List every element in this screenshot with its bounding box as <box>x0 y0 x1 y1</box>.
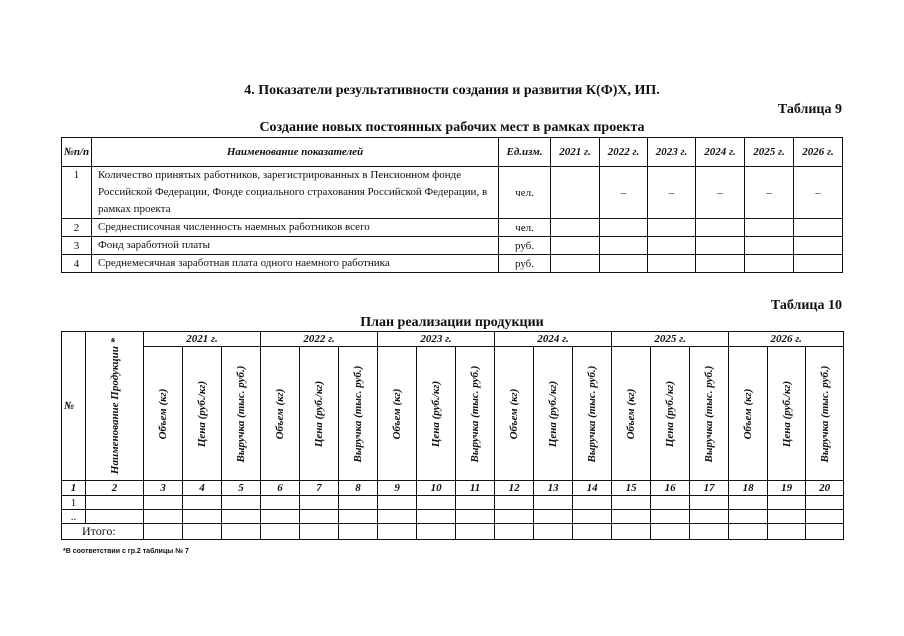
price-header: Цена (руб./кг) <box>534 347 573 481</box>
table9-row <box>62 219 843 237</box>
data-cell <box>651 510 690 524</box>
data-cell <box>417 496 456 510</box>
data-cell <box>612 496 651 510</box>
indicator-name: Среднемесячная заработная плата одного наемного работника <box>92 255 499 273</box>
year-header: 2026 г. <box>729 332 844 347</box>
table9-header: №п/п <box>62 138 92 167</box>
data-cell <box>495 524 534 540</box>
data-cell <box>612 524 651 540</box>
column-number: 17 <box>690 481 729 496</box>
column-number: 9 <box>378 481 417 496</box>
revenue-header: Выручка (тыс. руб.) <box>456 347 495 481</box>
column-number: 3 <box>144 481 183 496</box>
data-cell <box>806 496 844 510</box>
data-cell <box>651 524 690 540</box>
column-number: 2 <box>86 481 144 496</box>
table10-colnum-row <box>62 481 844 496</box>
value-cell <box>745 237 794 255</box>
data-cell <box>729 510 768 524</box>
data-cell <box>806 510 844 524</box>
value-cell <box>794 255 843 273</box>
data-cell <box>378 496 417 510</box>
data-cell <box>222 524 261 540</box>
data-cell <box>456 496 495 510</box>
column-number: 7 <box>300 481 339 496</box>
table10-caption: План реализации продукции <box>360 315 544 330</box>
table10-subheader-row <box>62 347 844 481</box>
data-cell <box>729 524 768 540</box>
year-header: 2022 г. <box>261 332 378 347</box>
data-cell <box>690 496 729 510</box>
value-cell <box>551 255 600 273</box>
revenue-header: Выручка (тыс. руб.) <box>690 347 729 481</box>
year-header: 2023 г. <box>378 332 495 347</box>
price-header: Цена (руб./кг) <box>651 347 690 481</box>
data-cell <box>417 524 456 540</box>
price-header: Цена (руб./кг) <box>300 347 339 481</box>
column-number: 5 <box>222 481 261 496</box>
volume-header: Объем (кг) <box>612 347 651 481</box>
data-cell <box>768 510 806 524</box>
data-cell <box>144 524 183 540</box>
table9-caption: Создание новых постоянных рабочих мест в рамках проекта <box>259 120 645 135</box>
value-cell <box>696 237 745 255</box>
value-cell: – <box>794 167 843 219</box>
row-number: 4 <box>62 255 92 273</box>
price-header: Цена (руб./кг) <box>768 347 806 481</box>
data-cell <box>339 524 378 540</box>
table9-row <box>62 167 843 219</box>
value-cell <box>600 237 648 255</box>
product-name <box>86 510 144 524</box>
data-cell <box>261 510 300 524</box>
data-cell <box>690 524 729 540</box>
value-cell <box>794 219 843 237</box>
year-header: 2024 г. <box>495 332 612 347</box>
data-cell <box>768 524 806 540</box>
section-title: 4. Показатели результативности создания и развития К(Ф)Х, ИП. <box>244 83 660 98</box>
revenue-header: Выручка (тыс. руб.) <box>339 347 378 481</box>
indicator-name: Среднесписочная численность наемных работников всего <box>92 219 499 237</box>
table9-header: 2024 г. <box>696 138 745 167</box>
column-number: 4 <box>183 481 222 496</box>
product-name <box>86 496 144 510</box>
data-cell <box>573 496 612 510</box>
table9-header-row <box>62 138 843 167</box>
data-cell <box>417 510 456 524</box>
data-cell <box>261 496 300 510</box>
value-cell: – <box>648 167 696 219</box>
value-cell <box>648 237 696 255</box>
table9-row <box>62 237 843 255</box>
column-number: 12 <box>495 481 534 496</box>
row-number: .. <box>62 510 86 524</box>
data-cell <box>300 524 339 540</box>
revenue-header: Выручка (тыс. руб.) <box>222 347 261 481</box>
value-cell <box>696 219 745 237</box>
table9-label: Таблица 9 <box>777 102 842 117</box>
value-cell: – <box>696 167 745 219</box>
column-number: 6 <box>261 481 300 496</box>
value-cell <box>745 255 794 273</box>
product-name-header: Наименование Продукции * <box>86 332 144 481</box>
data-cell <box>495 496 534 510</box>
value-cell: – <box>745 167 794 219</box>
value-cell: – <box>600 167 648 219</box>
unit: чел. <box>499 219 551 237</box>
data-cell <box>573 510 612 524</box>
table9-header: 2022 г. <box>600 138 648 167</box>
table10-label: Таблица 10 <box>770 298 842 313</box>
value-cell <box>551 167 600 219</box>
table9 <box>61 137 843 273</box>
indicator-name: Фонд заработной платы <box>92 237 499 255</box>
volume-header: Объем (кг) <box>144 347 183 481</box>
volume-header: Объем (кг) <box>729 347 768 481</box>
data-cell <box>534 510 573 524</box>
data-cell <box>183 510 222 524</box>
data-cell <box>456 510 495 524</box>
total-label: Итого: <box>62 524 144 540</box>
table10-total-row <box>62 524 844 540</box>
revenue-header: Выручка (тыс. руб.) <box>573 347 612 481</box>
revenue-header: Выручка (тыс. руб.) <box>806 347 844 481</box>
data-cell <box>339 510 378 524</box>
data-cell <box>806 524 844 540</box>
table9-header: 2021 г. <box>551 138 600 167</box>
data-cell <box>222 510 261 524</box>
table9-header: 2026 г. <box>794 138 843 167</box>
data-cell <box>183 524 222 540</box>
number-header: № <box>62 332 86 481</box>
data-cell <box>573 524 612 540</box>
data-cell <box>261 524 300 540</box>
column-number: 8 <box>339 481 378 496</box>
year-header: 2021 г. <box>144 332 261 347</box>
value-cell <box>696 255 745 273</box>
table9-row <box>62 255 843 273</box>
row-number: 2 <box>62 219 92 237</box>
value-cell <box>551 237 600 255</box>
table10-year-row <box>62 332 844 347</box>
value-cell <box>648 219 696 237</box>
column-number: 1 <box>62 481 86 496</box>
value-cell <box>794 237 843 255</box>
table10 <box>61 331 844 540</box>
footnote: *В соответствии с гр.2 таблицы № 7 <box>63 548 189 555</box>
row-number: 3 <box>62 237 92 255</box>
data-cell <box>534 524 573 540</box>
data-cell <box>612 510 651 524</box>
data-cell <box>300 496 339 510</box>
column-number: 16 <box>651 481 690 496</box>
column-number: 14 <box>573 481 612 496</box>
value-cell <box>551 219 600 237</box>
row-number: 1 <box>62 496 86 510</box>
data-cell <box>300 510 339 524</box>
data-cell <box>339 496 378 510</box>
data-cell <box>378 510 417 524</box>
value-cell <box>648 255 696 273</box>
data-cell <box>651 496 690 510</box>
year-header: 2025 г. <box>612 332 729 347</box>
row-number: 1 <box>62 167 92 219</box>
data-cell <box>534 496 573 510</box>
column-number: 20 <box>806 481 844 496</box>
table10-row <box>62 496 844 510</box>
column-number: 13 <box>534 481 573 496</box>
data-cell <box>495 510 534 524</box>
indicator-name: Количество принятых работников, зарегистрированных в Пенсионном фонде Российской Федерации, Фонде социального страхования Российской Федерации, в рамках проекта <box>92 167 499 219</box>
unit: руб. <box>499 255 551 273</box>
column-number: 10 <box>417 481 456 496</box>
table9-header: 2025 г. <box>745 138 794 167</box>
volume-header: Объем (кг) <box>378 347 417 481</box>
data-cell <box>690 510 729 524</box>
unit: чел. <box>499 167 551 219</box>
data-cell <box>456 524 495 540</box>
data-cell <box>144 510 183 524</box>
table9-header: Наименование показателей <box>92 138 499 167</box>
data-cell <box>222 496 261 510</box>
data-cell <box>183 496 222 510</box>
column-number: 11 <box>456 481 495 496</box>
column-number: 15 <box>612 481 651 496</box>
data-cell <box>378 524 417 540</box>
volume-header: Объем (кг) <box>261 347 300 481</box>
column-number: 19 <box>768 481 806 496</box>
data-cell <box>768 496 806 510</box>
table9-header: 2023 г. <box>648 138 696 167</box>
table9-header: Ед.изм. <box>499 138 551 167</box>
column-number: 18 <box>729 481 768 496</box>
data-cell <box>729 496 768 510</box>
unit: руб. <box>499 237 551 255</box>
price-header: Цена (руб./кг) <box>183 347 222 481</box>
value-cell <box>745 219 794 237</box>
value-cell <box>600 255 648 273</box>
value-cell <box>600 219 648 237</box>
volume-header: Объем (кг) <box>495 347 534 481</box>
data-cell <box>144 496 183 510</box>
price-header: Цена (руб./кг) <box>417 347 456 481</box>
table10-row <box>62 510 844 524</box>
